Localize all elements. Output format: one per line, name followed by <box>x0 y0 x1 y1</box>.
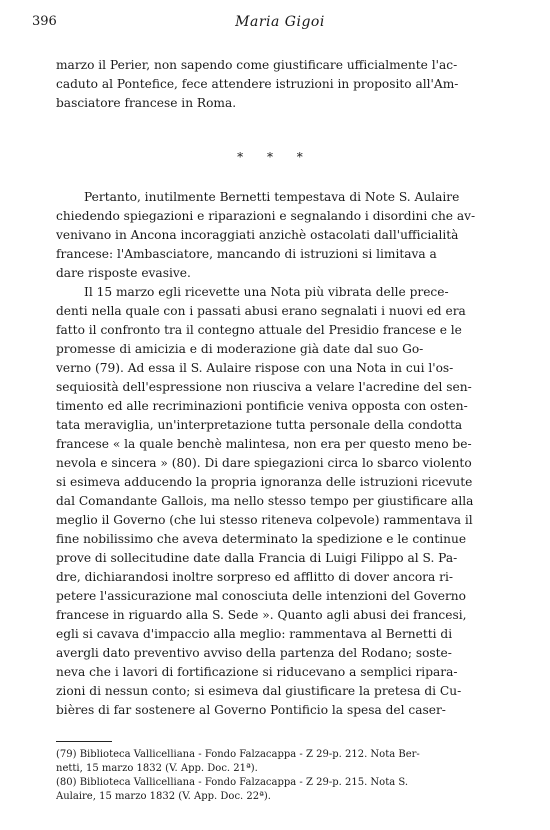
paragraph-continuation <box>56 56 526 113</box>
footnote-line: (80) Biblioteca Vallicelliana - Fondo Falzacappa - Z 29-p. 215. Nota S. <box>56 777 409 788</box>
footnotes <box>56 748 526 804</box>
text-line: meglio il Governo (che lui stesso riteneva colpevole) rammentava il <box>56 513 473 527</box>
text-line: avergli dato preventivo avviso della partenza del Rodano; soste- <box>56 646 452 660</box>
page-header <box>32 14 528 36</box>
text-line: basciatore francese in Roma. <box>56 96 237 110</box>
text-line: verno (79). Ad essa il S. Aulaire rispose con una Nota in cui l'os- <box>56 361 454 375</box>
text-line: fatto il confronto tra il contegno attuale del Presidio francese e le <box>56 323 462 337</box>
text-line: Pertanto, inutilmente Bernetti tempestava di Note S. Aulaire <box>84 190 460 204</box>
page-number: 396 <box>32 14 57 29</box>
text-line: Il 15 marzo egli ricevette una Nota più vibrata delle prece- <box>84 285 449 299</box>
section-separator: * * * <box>237 150 313 164</box>
text-line: dre, dichiarandosi inoltre sorpreso ed afflitto di dover ancora ri- <box>56 570 453 584</box>
text-line: fine nobilissimo che aveva determinato la spedizione e le continue <box>56 532 467 546</box>
text-line: zioni di nessun conto; si esimeva dal giustificare la pretesa di Cu- <box>56 684 462 698</box>
footnote-line: netti, 15 marzo 1832 (V. App. Doc. 21ª). <box>56 763 258 774</box>
footnote-rule <box>56 741 112 742</box>
text-line: francese in riguardo alla S. Sede ». Quanto agli abusi dei francesi, <box>56 608 467 622</box>
text-line: egli si cavava d'impaccio alla meglio: rammentava al Bernetti di <box>56 627 453 641</box>
text-line: promesse di amicizia e di moderazione già date dal suo Go- <box>56 342 424 356</box>
text-line: chiedendo spiegazioni e riparazioni e segnalando i disordini che av- <box>56 209 476 223</box>
text-line: dal Comandante Gallois, ma nello stesso tempo per giustificare alla <box>56 494 474 508</box>
text-line: marzo il Perier, non sapendo come giustificare ufficialmente l'ac- <box>56 58 458 72</box>
text-line: neva che i lavori di fortificazione si riducevano a semplici ripara- <box>56 665 458 679</box>
text-line: si esimeva adducendo la propria ignoranza delle istruzioni ricevute <box>56 475 473 489</box>
footnote-line: Aulaire, 15 marzo 1832 (V. App. Doc. 22ª). <box>56 791 271 802</box>
text-line: sequiosità dell'espressione non riusciva a velare l'acredine del sen- <box>56 380 472 394</box>
text-line: dare risposte evasive. <box>56 266 191 280</box>
text-line: nevola e sincera » (80). Di dare spiegazioni circa lo sbarco violento <box>56 456 472 470</box>
text-line: francese « la quale benchè malintesa, non era per questo meno be- <box>56 437 472 451</box>
main-paragraphs <box>56 188 526 720</box>
text-line: francese: l'Ambasciatore, mancando di istruzioni si limitava a <box>56 247 437 261</box>
text-line: bières di far sostenere al Governo Pontificio la spesa del caser- <box>56 703 446 717</box>
text-line: caduto al Pontefice, fece attendere istruzioni in proposito all'Am- <box>56 77 459 91</box>
footnote-line: (79) Biblioteca Vallicelliana - Fondo Falzacappa - Z 29-p. 212. Nota Ber- <box>56 749 420 760</box>
text-line: denti nella quale con i passati abusi erano segnalati i nuovi ed era <box>56 304 466 318</box>
text-line: venivano in Ancona incoraggiati anzichè ostacolati dall'ufficialità <box>56 228 459 242</box>
running-head: Maria Gigoi <box>235 14 325 30</box>
text-line: tata meraviglia, un'interpretazione tutta personale della condotta <box>56 418 463 432</box>
text-line: timento ed alle recriminazioni pontificie veniva opposta con osten- <box>56 399 468 413</box>
text-line: petere l'assicurazione mal conosciuta delle intenzioni del Governo <box>56 589 466 603</box>
text-line: prove di sollecitudine date dalla Francia di Luigi Filippo al S. Pa- <box>56 551 458 565</box>
